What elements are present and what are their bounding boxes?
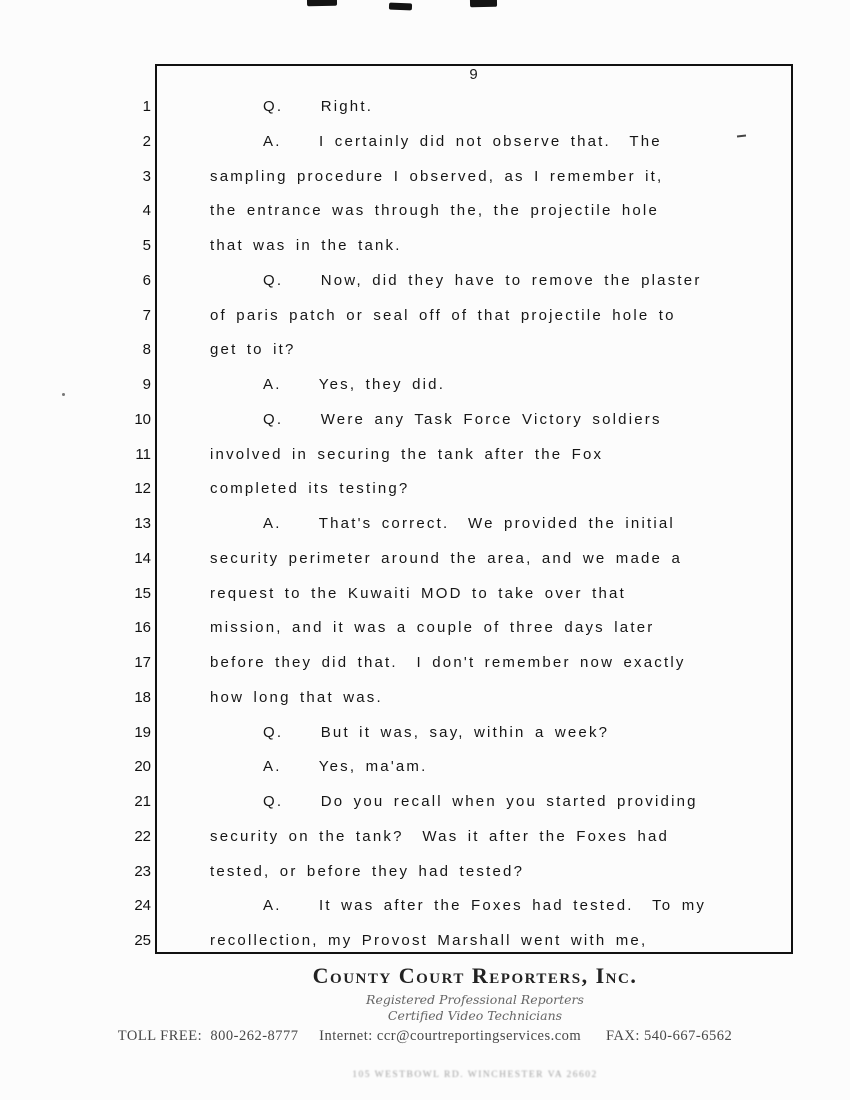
transcript-text: security on the tank? Was it after the Foxes had <box>210 827 670 845</box>
line-number: 16 <box>134 619 151 637</box>
transcript-line <box>0 542 850 577</box>
transcript-line <box>0 160 850 195</box>
transcript-line <box>0 889 850 924</box>
transcript-text: tested, or before they had tested? <box>210 862 525 880</box>
transcript-line <box>0 403 850 438</box>
transcript-text: get to it? <box>210 341 296 359</box>
transcript-line <box>0 299 850 334</box>
transcript-line <box>0 194 850 229</box>
transcript-text: Q. Were any Task Force Victory soldiers <box>263 410 662 428</box>
line-number: 17 <box>134 654 151 671</box>
transcript-text: A. It was after the Foxes had tested. To my <box>263 897 707 915</box>
page-number: 9 <box>469 66 479 83</box>
transcript-text: A. Yes, they did. <box>263 376 446 393</box>
transcript-line <box>0 125 850 160</box>
line-number: 2 <box>142 132 151 150</box>
line-number: 24 <box>134 897 151 915</box>
transcript-text: sampling procedure I observed, as I remember it, <box>210 167 664 185</box>
transcript-line <box>0 646 850 681</box>
transcript-line <box>0 820 850 855</box>
transcript-line <box>0 368 850 403</box>
line-number: 1 <box>142 98 151 115</box>
line-number: 10 <box>134 410 151 428</box>
line-number: 25 <box>134 932 151 949</box>
transcript-text: Q. Now, did they have to remove the plaster <box>263 271 702 289</box>
line-number: 9 <box>142 376 151 393</box>
transcript-line <box>0 438 850 473</box>
line-number: 5 <box>142 237 151 254</box>
transcript-text: A. Yes, ma'am. <box>263 758 428 776</box>
transcript-line <box>0 716 850 751</box>
line-number: 22 <box>134 827 151 845</box>
line-number: 11 <box>135 445 151 463</box>
transcript-text: A. I certainly did not observe that. The <box>263 132 662 150</box>
footer-tagline-video: Certified Video Technicians <box>387 1008 563 1023</box>
transcript-text: request to the Kuwaiti MOD to take over that <box>210 584 626 602</box>
transcript-line <box>0 264 850 299</box>
line-number: 18 <box>134 688 151 706</box>
transcript-line <box>0 611 850 646</box>
line-number: 8 <box>142 341 151 359</box>
transcript-text: mission, and it was a couple of three days later <box>210 619 655 637</box>
footer-tagline-reporters: Registered Professional Reporters <box>366 992 584 1007</box>
transcript-line <box>0 750 850 785</box>
transcript-line <box>0 333 850 368</box>
transcript-line <box>0 785 850 820</box>
transcript-text: how long that was. <box>210 688 383 706</box>
transcript-text: recollection, my Provost Marshall went with me, <box>210 932 648 949</box>
transcript-text: security perimeter around the area, and we made a <box>210 549 682 567</box>
scan-artifact <box>307 0 337 6</box>
court-reporter-company-name: County Court Reporters, Inc. <box>312 963 638 988</box>
transcript-text: that was in the tank. <box>210 237 402 254</box>
footer-fine-print: 105 WESTBOWL RD. WINCHESTER VA 26602 <box>352 1070 598 1080</box>
transcript-text: of paris patch or seal off of that projectile hole to <box>210 306 676 324</box>
footer-contact-line: TOLL FREE: 800-262-8777 Internet: ccr@courtreportingservices.com FAX: 540-667-6562 <box>117 1028 733 1044</box>
transcript-line <box>0 855 850 890</box>
line-number: 6 <box>142 271 151 289</box>
transcript-text: the entrance was through the, the projectile hole <box>210 202 660 220</box>
line-number: 14 <box>134 549 151 567</box>
line-number: 3 <box>142 167 151 185</box>
transcript-line <box>0 472 850 507</box>
line-number: 15 <box>134 584 151 602</box>
transcript-text: Q. Right. <box>263 98 374 115</box>
line-number: 23 <box>134 862 151 880</box>
transcript-line <box>0 90 850 125</box>
line-number: 19 <box>134 723 151 741</box>
transcript-lines <box>0 90 850 959</box>
transcript-line <box>0 681 850 716</box>
line-number: 13 <box>134 515 151 532</box>
transcript-text: completed its testing? <box>210 480 410 498</box>
transcript-text: involved in securing the tank after the Fox <box>210 445 604 463</box>
transcript-line <box>0 229 850 264</box>
transcript-text: A. That's correct. We provided the initial <box>263 515 675 532</box>
transcript-text: Q. But it was, say, within a week? <box>263 723 610 741</box>
line-number: 4 <box>142 202 151 220</box>
line-number: 21 <box>134 793 151 810</box>
transcript-line <box>0 924 850 959</box>
scan-artifact <box>389 3 412 11</box>
transcript-line <box>0 507 850 542</box>
transcript-line <box>0 577 850 612</box>
line-number: 7 <box>142 306 151 324</box>
transcript-text: before they did that. I don't remember now exactly <box>210 654 686 671</box>
line-number: 12 <box>134 480 151 498</box>
line-number: 20 <box>134 758 151 776</box>
scan-artifact <box>470 0 497 7</box>
transcript-text: Q. Do you recall when you started providing <box>263 793 698 810</box>
